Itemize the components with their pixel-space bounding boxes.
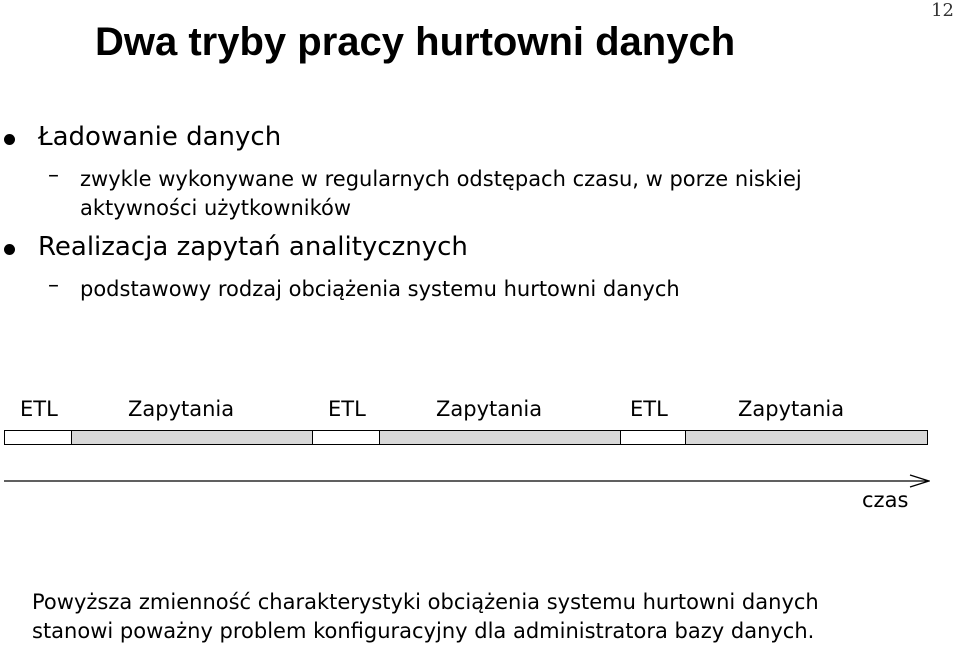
query-segment (71, 430, 313, 445)
etl-segment (620, 430, 686, 445)
slide-number: 12 (931, 0, 954, 21)
bullet-text: Ładowanie danych (38, 122, 282, 152)
timeline-label-queries: Zapytania (738, 397, 845, 421)
time-axis-label: czas (862, 488, 909, 512)
timeline-label-queries: Zapytania (436, 397, 543, 421)
footnote (32, 588, 952, 646)
timeline-label-etl: ETL (328, 397, 366, 421)
dash-icon: – (48, 273, 59, 298)
query-segment (685, 430, 928, 445)
sub-bullet-text: podstawowy rodzaj obciążenia systemu hurtowni danych (80, 277, 680, 301)
slide-title: Dwa tryby pracy hurtowni danych (95, 20, 736, 64)
etl-segment (312, 430, 380, 445)
dash-icon: – (48, 163, 59, 188)
query-segment (379, 430, 621, 445)
timeline-label-queries: Zapytania (128, 397, 235, 421)
timeline-label-etl: ETL (630, 397, 668, 421)
footnote-line: Powyższa zmienność charakterystyki obciążenia systemu hurtowni danych (32, 590, 819, 614)
etl-segment (4, 430, 72, 445)
footnote-line: stanowi poważny problem konfiguracyjny dla administratora bazy danych. (32, 619, 815, 643)
bullet-text: Realizacja zapytań analitycznych (38, 232, 468, 262)
time-axis (4, 474, 930, 488)
timeline-labels (0, 397, 960, 425)
bullet-dot-icon (4, 244, 15, 255)
timeline-segments (4, 430, 929, 445)
bullet-dot-icon (4, 134, 15, 145)
sub-bullet-text: zwykle wykonywane w regularnych odstępach czasu, w porze niskiej aktywności użytkowników (80, 167, 802, 220)
timeline-label-etl: ETL (20, 397, 58, 421)
